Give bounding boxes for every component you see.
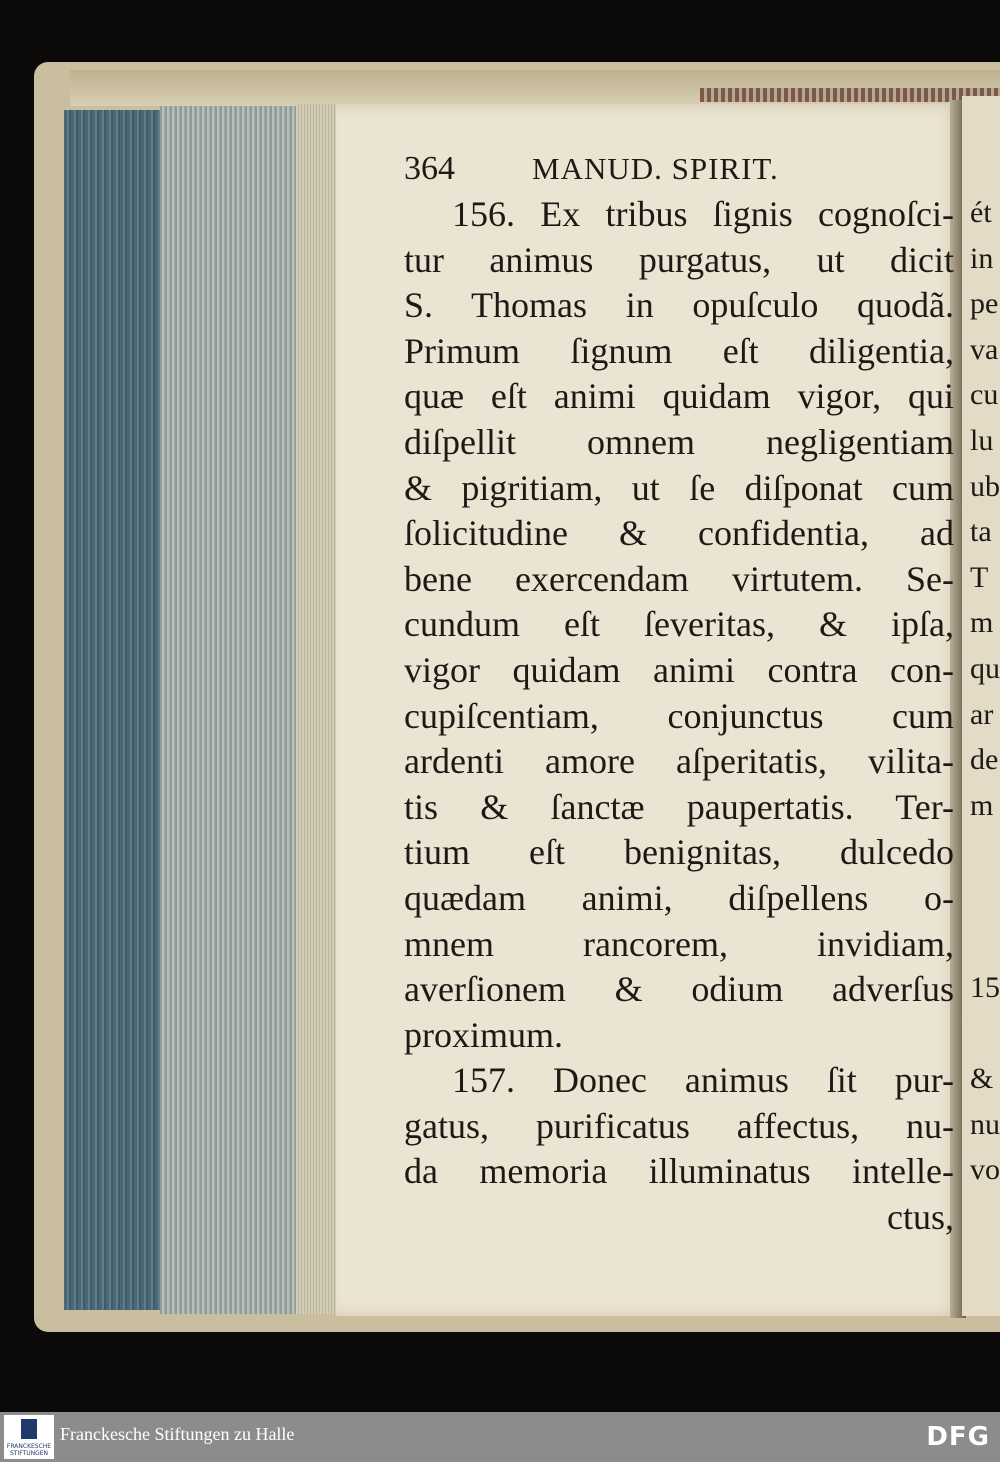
viewer-footer <box>0 1412 1000 1462</box>
fragment: ta <box>970 515 992 549</box>
logo-text: FRANCKESCHE STIFTUNGEN <box>6 1443 52 1457</box>
institution-name[interactable]: Franckesche Stiftungen zu Halle <box>60 1424 295 1444</box>
page-text <box>404 146 954 1241</box>
page-number: 364 <box>404 150 455 187</box>
text-line: tur animus purgatus, ut dicit <box>404 239 954 280</box>
fragment: in <box>970 241 994 275</box>
fragment: lu <box>970 423 994 457</box>
fragment <box>970 828 1000 874</box>
text-line: 157. Donec animus ſit pur- <box>452 1060 954 1101</box>
fragment: va <box>970 332 999 366</box>
text-line: bene exercendam virtutem. Se- <box>404 558 954 599</box>
text-line: proximum. <box>404 1014 563 1055</box>
dfg-logo[interactable]: DFG <box>926 1422 990 1452</box>
text-line: quæ eſt animi quidam vigor, qui <box>404 376 954 417</box>
page-stack-inner <box>296 104 340 1314</box>
building-icon <box>21 1419 37 1439</box>
text-line: gatus, purificatus affectus, nu- <box>404 1105 954 1146</box>
fragment: 15 <box>970 971 1000 1005</box>
fragment: ar <box>970 697 994 731</box>
fragment <box>970 874 1000 920</box>
fragment: m <box>970 788 994 822</box>
text-line: quædam animi, diſpellens o- <box>404 877 954 918</box>
fragment: cu <box>970 378 999 412</box>
fore-edge <box>64 110 164 1310</box>
fragment: de <box>970 743 999 777</box>
fragment: qu <box>970 651 1000 685</box>
fragment <box>970 920 1000 966</box>
running-title: MANUD. SPIRIT. <box>532 151 779 186</box>
text-line: tis & ſanctæ paupertatis. Ter- <box>404 786 954 827</box>
fragment <box>970 1011 1000 1057</box>
text-line: cundum eſt ſeveritas, & ipſa, <box>404 604 954 645</box>
fragment: pe <box>970 287 999 321</box>
fragment: nu <box>970 1107 1000 1141</box>
text-line: vigor quidam animi contra con- <box>404 649 954 690</box>
text-line: da memoria illuminatus intelle- <box>404 1151 954 1192</box>
text-line: Primum ſignum eſt diligentia, <box>404 330 954 371</box>
fragment: & <box>970 1062 994 1096</box>
text-line: ſolicitudine & confidentia, ad <box>404 513 954 554</box>
institution-logo[interactable] <box>4 1415 54 1459</box>
catchword: ctus, <box>887 1197 954 1238</box>
text-line: mnem rancorem, invidiam, <box>404 923 954 964</box>
text-line: 156. Ex tribus ſignis cognoſci- <box>452 194 954 234</box>
fragment: ét <box>970 196 992 229</box>
text-line: diſpellit omnem negligentiam <box>404 421 954 462</box>
text-line: cupiſcentiam, conjunctus cum <box>404 695 954 736</box>
text-line: S. Thomas in opuſculo quodã. <box>404 285 954 326</box>
text-line: tium eſt benignitas, dulcedo <box>404 832 954 873</box>
text-line: ardenti amore aſperitatis, vilita- <box>404 741 954 782</box>
facing-page-fragments <box>970 190 1000 1193</box>
fragment: T <box>970 560 989 594</box>
text-line: averſionem & odium adverſus <box>404 969 954 1010</box>
fragment: m <box>970 606 994 640</box>
fragment: vo <box>970 1153 1000 1187</box>
text-line: & pigritiam, ut ſe diſponat cum <box>404 467 954 508</box>
fragment: ub <box>970 469 1000 503</box>
running-head <box>404 146 954 192</box>
